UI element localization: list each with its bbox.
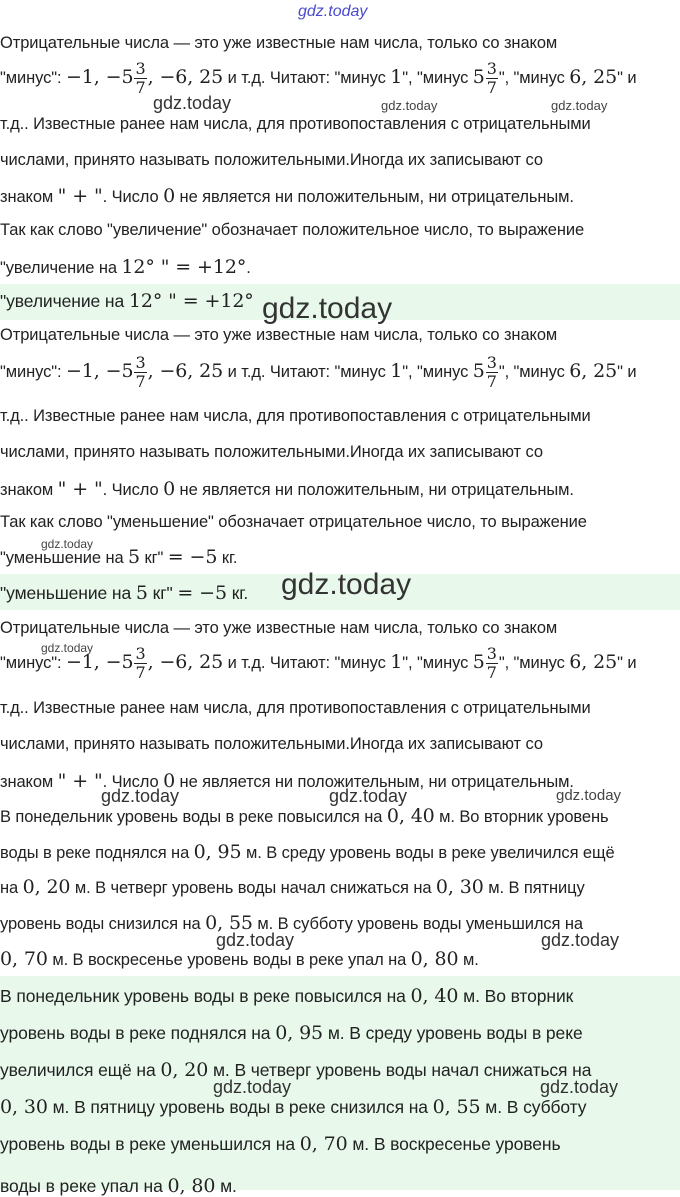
intro-line: знаком " + ". Число 0 не является ни положительным, ни отрицательным. <box>0 478 574 500</box>
watermark-text: gdz.today <box>329 786 408 806</box>
intro-line: т.д.. Известные ранее нам числа, для противопоставления с отрицательными <box>0 699 591 717</box>
intro-line: знаком " + ". Число 0 не является ни положительным, ни отрицательным. <box>0 770 574 792</box>
intro-line: числами, принято называть положительными.Иногда их записывают со <box>0 151 543 169</box>
intro-line: т.д.. Известные ранее нам числа, для противопоставления с отрицательными <box>0 115 591 133</box>
question-line: "увеличение на 12° " = +12°. <box>0 256 251 278</box>
watermark-text: gdz.today <box>556 787 622 804</box>
watermark-text: gdz.today <box>281 568 412 601</box>
question-line: "уменьшение на 5 кг" = −5 кг. <box>0 546 238 568</box>
header-watermark: gdz.today <box>298 3 368 20</box>
answer-line: воды в реке упал на 0, 80 м. <box>0 1175 237 1197</box>
intro-line: т.д.. Известные ранее нам числа, для противопоставления с отрицательными <box>0 407 591 425</box>
watermark-text: gdz.today <box>551 98 608 113</box>
watermark-text: gdz.today <box>540 1077 619 1097</box>
watermark-text: gdz.today <box>216 930 295 950</box>
intro-line: "минус": −1, −5 $\frac{3}{7}$ , −6, 25 и т.д. Читают: "минус 1", "минус 5 $\frac{3}{7}$ ", "минус 6, 25" и <box>0 644 637 682</box>
answer-line: 0, 30 м. В пятницу уровень воды в реке снизился на 0, 55 м. В субботу <box>0 1096 587 1118</box>
watermark-text: gdz.today <box>541 930 620 950</box>
fraction: $\frac{3}{7}$ <box>135 59 146 97</box>
watermark-text: gdz.today <box>101 786 180 806</box>
intro-line: знаком " + ". Число 0 не является ни положительным, ни отрицательным. <box>0 185 574 207</box>
watermark-text: gdz.today <box>153 93 232 113</box>
question-line: Так как слово "уменьшение" обозначает отрицательное число, то выражение <box>0 513 587 531</box>
answer-line: уровень воды в реке уменьшился на 0, 70 м. В воскресенье уровень <box>0 1133 561 1155</box>
answer-line: уровень воды в реке поднялся на 0, 95 м. В среду уровень воды в реке <box>0 1022 583 1044</box>
watermark-text: gdz.today <box>41 537 94 551</box>
intro-line: Отрицательные числа — это уже известные нам числа, только со знаком <box>0 34 558 52</box>
answer-line: В понедельник уровень воды в реке повысился на 0, 40 м. Во вторник <box>0 985 574 1007</box>
answer-line: "уменьшение на 5 кг" = −5 кг. <box>0 582 249 604</box>
intro-line: числами, принято называть положительными.Иногда их записывают со <box>0 735 543 753</box>
intro-line: "минус": −1, −5 $\frac{3}{7}$ , −6, 25 и т.д. Читают: "минус 1", "минус 5 $\frac{3}{7}$ ", "минус 6, 25" и <box>0 59 637 97</box>
question-line: 0, 70 м. В воскресенье уровень воды в реке упал на 0, 80 м. <box>0 948 479 970</box>
watermark-text: gdz.today <box>41 641 94 655</box>
intro-line: Отрицательные числа — это уже известные нам числа, только со знаком <box>0 619 558 637</box>
intro-line: числами, принято называть положительными.Иногда их записывают со <box>0 443 543 461</box>
question-line: В понедельник уровень воды в реке повысился на 0, 40 м. Во вторник уровень <box>0 805 609 827</box>
answer-line: увеличился ещё на 0, 20 м. В четверг уровень воды начал снижаться на <box>0 1059 592 1081</box>
question-line: воды в реке поднялся на 0, 95 м. В среду уровень воды в реке увеличился ещё <box>0 841 615 863</box>
intro-line: Отрицательные числа — это уже известные нам числа, только со знаком <box>0 326 558 344</box>
question-line: на 0, 20 м. В четверг уровень воды начал снижаться на 0, 30 м. В пятницу <box>0 876 585 898</box>
watermark-text: gdz.today <box>213 1077 292 1097</box>
watermark-text: gdz.today <box>381 98 438 113</box>
question-line: уровень воды снизился на 0, 55 м. В субботу уровень воды уменьшился на <box>0 912 583 934</box>
watermark-text: gdz.today <box>262 292 393 325</box>
question-line: Так как слово "увеличение" обозначает положительное число, то выражение <box>0 221 585 239</box>
intro-line: "минус": −1, −5 $\frac{3}{7}$ , −6, 25 и т.д. Читают: "минус 1", "минус 5 $\frac{3}{7}$ ", "минус 6, 25" и <box>0 353 637 391</box>
answer-line: "увеличение на 12° " = +12° <box>0 290 254 312</box>
